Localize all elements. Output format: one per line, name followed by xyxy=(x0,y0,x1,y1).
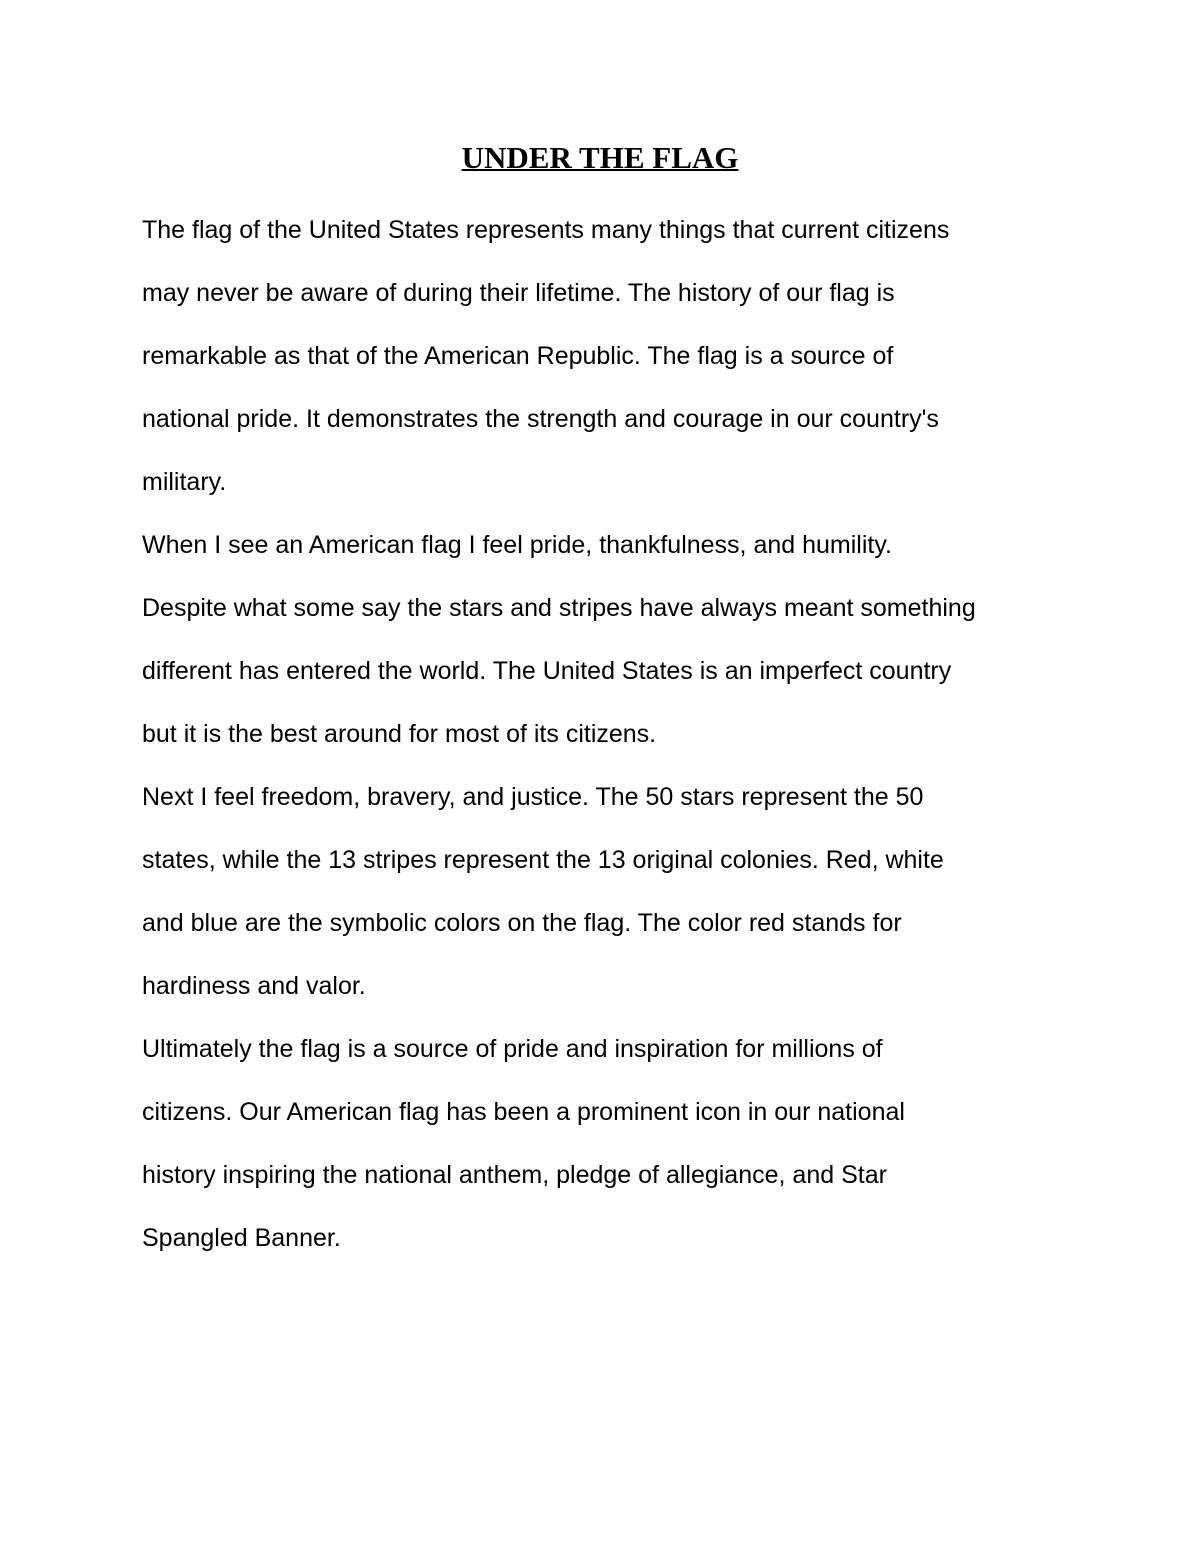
text-line: The flag of the United States represents many things that current citizens xyxy=(142,216,950,244)
text-line: and blue are the symbolic colors on the flag. The color red stands for xyxy=(142,909,902,937)
text-line: but it is the best around for most of its citizens. xyxy=(142,720,657,748)
document-title: UNDER THE FLAG xyxy=(461,140,739,175)
text-line: citizens. Our American flag has been a prominent icon in our national xyxy=(142,1098,905,1126)
text-line: history inspiring the national anthem, pledge of allegiance, and Star xyxy=(142,1161,887,1189)
text-line: remarkable as that of the American Republic. The flag is a source of xyxy=(142,342,894,370)
text-line: national pride. It demonstrates the strength and courage in our country's xyxy=(142,405,939,433)
text-line: hardiness and valor. xyxy=(142,972,366,1000)
text-line: military. xyxy=(142,468,227,496)
text-line: states, while the 13 stripes represent the 13 original colonies. Red, white xyxy=(142,846,944,874)
document-body xyxy=(142,212,976,1283)
text-line: Despite what some say the stars and stripes have always meant something xyxy=(142,594,976,622)
text-line: When I see an American flag I feel pride, thankfulness, and humility. xyxy=(142,531,892,559)
text-line: Ultimately the flag is a source of pride and inspiration for millions of xyxy=(142,1035,883,1063)
text-line: Next I feel freedom, bravery, and justice. The 50 stars represent the 50 xyxy=(142,783,924,811)
text-line: different has entered the world. The United States is an imperfect country xyxy=(142,657,952,685)
text-line: Spangled Banner. xyxy=(142,1224,341,1252)
text-line: may never be aware of during their lifetime. The history of our flag is xyxy=(142,279,895,307)
